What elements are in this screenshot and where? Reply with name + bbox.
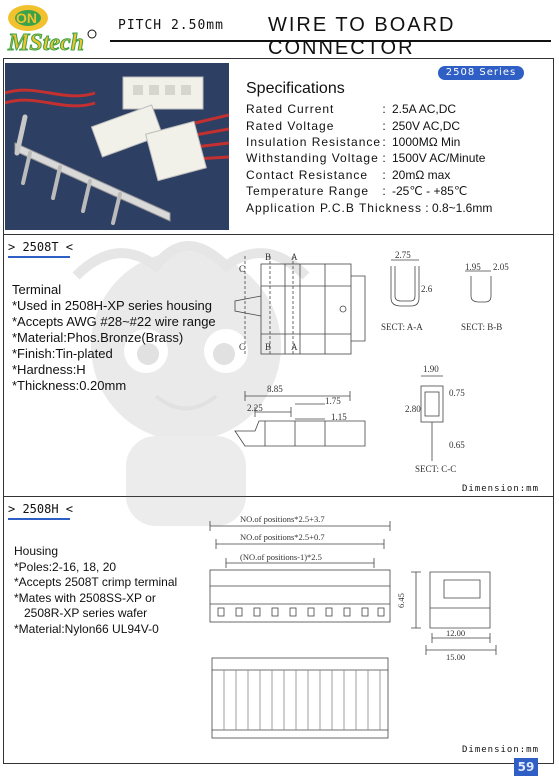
housing-line: *Accepts 2508T crimp terminal <box>14 575 178 589</box>
housing-line: *Mates with 2508SS-XP or <box>14 590 156 605</box>
dimension-note-housing: Dimension:mm <box>462 745 540 755</box>
terminal-description <box>12 282 216 394</box>
dim-2-75: 2.75 <box>395 250 411 260</box>
section-mark-b2: B <box>265 342 272 352</box>
svg-text:ON: ON <box>16 10 37 26</box>
dim-2-6: 2.6 <box>421 284 433 294</box>
pitch-label: PITCH 2.50mm <box>118 18 224 33</box>
spec-colon: : <box>382 167 386 182</box>
spec-row <box>246 150 492 166</box>
dim-overall-length: NO.of positions*2.5+3.7 <box>240 514 325 524</box>
terminal-line: *Finish:Tin-plated <box>12 346 113 361</box>
section-divider <box>3 234 554 235</box>
dim-width-outer: 15.00 <box>446 652 466 662</box>
dim-0-65: 0.65 <box>449 440 465 450</box>
spec-key: Rated Current <box>246 102 335 117</box>
page-title: WIRE TO BOARD CONNECTOR <box>268 14 456 59</box>
specifications-table <box>246 101 492 216</box>
header-divider <box>110 40 551 42</box>
spec-key: Application P.C.B Thickness <box>246 200 422 215</box>
spec-colon: : <box>382 102 386 117</box>
sect-a-label: SECT: A-A <box>381 322 423 332</box>
housing-drawing <box>200 508 540 748</box>
header-underline <box>8 256 70 258</box>
spec-value: 2.5A AC,DC <box>392 102 457 117</box>
spec-key: Rated Voltage <box>246 118 335 133</box>
spec-key: Temperature Range <box>246 184 370 199</box>
dim-8-85: 8.85 <box>267 384 283 394</box>
terminal-line: *Used in 2508H-XP series housing <box>12 298 212 313</box>
terminal-section-header <box>8 240 73 254</box>
dimension-note: Dimension:mm <box>462 484 540 494</box>
terminal-section-title: > 2508T < <box>8 240 74 254</box>
dim-pitch-span: (NO.of positions-1)*2.5 <box>240 552 322 562</box>
spec-key: Contact Resistance <box>246 167 369 182</box>
spec-key: Insulation Resistance <box>246 134 382 149</box>
page-number: 59 <box>514 758 538 776</box>
spec-row <box>246 199 492 215</box>
terminal-line: *Hardness:H <box>12 362 86 377</box>
spec-row <box>246 167 492 183</box>
section-mark-a: A <box>291 252 298 262</box>
dim-2-05: 2.05 <box>493 262 509 272</box>
sect-b-label: SECT: B-B <box>461 322 503 332</box>
svg-text:MStech: MStech <box>8 30 85 54</box>
section-mark-c: C <box>239 264 246 274</box>
housing-line: Housing <box>14 544 59 558</box>
terminal-line: *Material:Phos.Bronze(Brass) <box>12 330 184 345</box>
section-mark-b: B <box>265 252 272 262</box>
spec-value: 1000MΩ Min <box>392 134 461 149</box>
housing-line: *Poles:2-16, 18, 20 <box>14 559 117 574</box>
dim-width-inner: 12.00 <box>446 628 466 638</box>
dim-height: 6.45 <box>396 593 406 608</box>
dim-inner-length: NO.of positions*2.5+0.7 <box>240 532 325 542</box>
housing-description <box>14 544 177 637</box>
section-mark-c2: C <box>239 342 246 352</box>
sect-c-label: SECT: C-C <box>415 464 457 474</box>
dim-1-95: 1.95 <box>465 262 481 272</box>
dim-1-75: 1.75 <box>325 396 341 406</box>
spec-row <box>246 134 492 150</box>
spec-row <box>246 117 492 133</box>
housing-section-title: > 2508H < <box>8 502 74 516</box>
dim-2-80: 2.80 <box>405 404 421 414</box>
spec-key: Withstanding Voltage <box>246 151 379 166</box>
spec-value: 1500V AC/Minute <box>392 151 486 166</box>
spec-value: -25℃ - +85℃ <box>392 184 468 199</box>
housing-line: *Material:Nylon66 UL94V-0 <box>14 621 159 636</box>
dim-1-90: 1.90 <box>423 364 439 374</box>
housing-line: 2508R-XP series wafer <box>14 606 148 620</box>
spec-colon: : <box>382 151 386 166</box>
terminal-line: *Accepts AWG #28~#22 wire range <box>12 314 216 329</box>
dim-0-75: 0.75 <box>449 388 465 398</box>
spec-colon: : <box>382 134 386 149</box>
spec-colon: : <box>425 200 429 215</box>
spec-colon: : <box>382 184 386 199</box>
terminal-line: Terminal <box>12 282 62 297</box>
dim-2-25: 2.25 <box>247 403 263 413</box>
spec-colon: : <box>382 118 386 133</box>
housing-section-header <box>8 502 73 516</box>
series-badge: 2508 Series <box>438 66 524 80</box>
spec-row <box>246 101 492 117</box>
spec-value: 0.8~1.6mm <box>431 200 493 215</box>
specifications-title: Specifications <box>246 80 345 97</box>
section-mark-a2: A <box>291 342 298 352</box>
terminal-line: *Thickness:0.20mm <box>12 378 127 393</box>
dim-1-15: 1.15 <box>331 412 347 422</box>
spec-value: 20mΩ max <box>392 167 451 182</box>
header-underline <box>8 518 70 520</box>
company-logo <box>6 4 98 54</box>
spec-value: 250V AC,DC <box>392 118 461 133</box>
product-photo <box>5 63 229 230</box>
spec-row <box>246 183 492 199</box>
terminal-drawing <box>225 246 555 492</box>
